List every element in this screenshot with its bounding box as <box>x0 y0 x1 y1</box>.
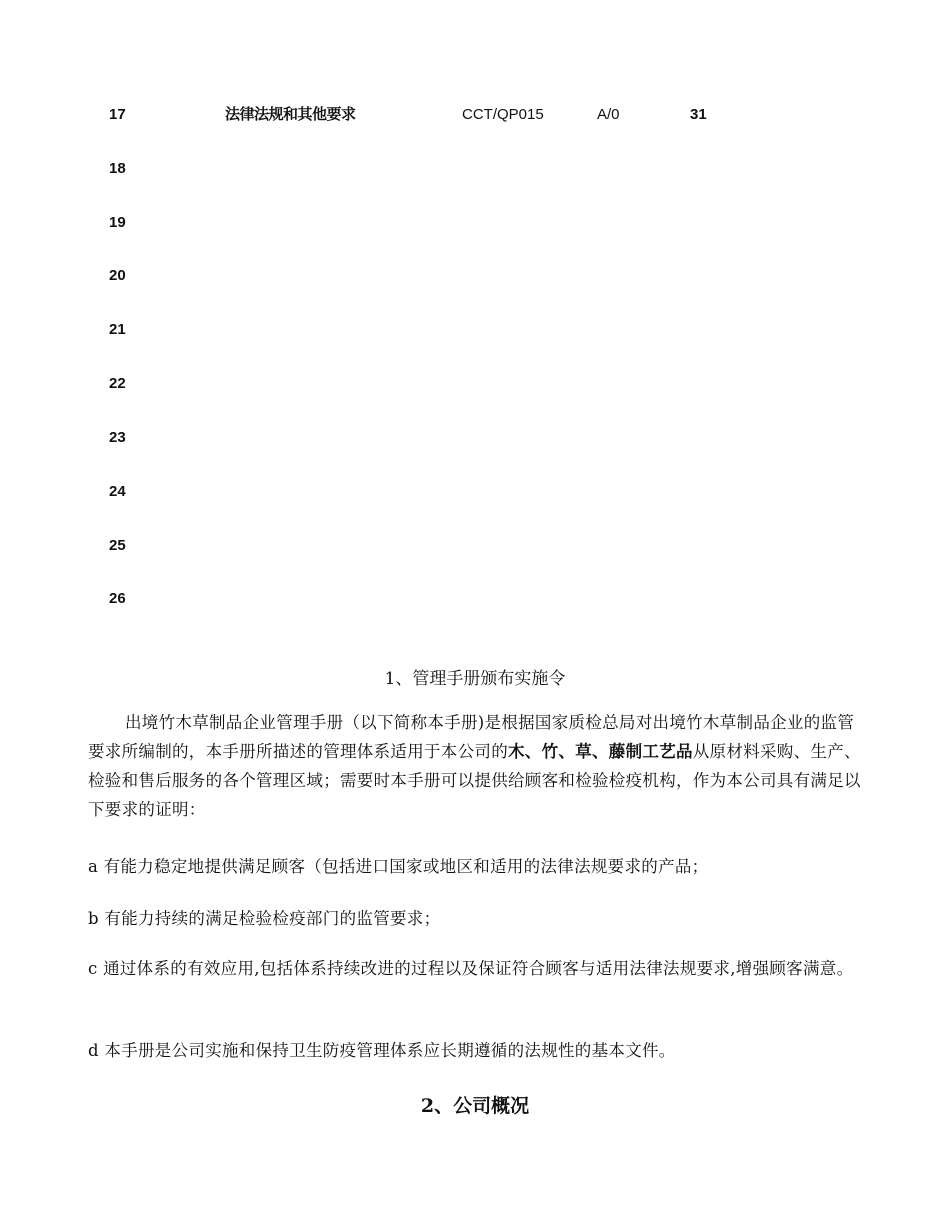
toc-row-number: 25 <box>109 537 126 554</box>
intro-product-scope: 木、竹、草、藤制工艺品 <box>508 742 693 761</box>
toc-row-title: 法律法规和其他要求 <box>225 106 356 123</box>
requirement-item-c: c 通过体系的有效应用,包括体系持续改进的过程以及保证符合顾客与适用法律法规要求,增强顾客满意。 <box>88 959 854 978</box>
toc-row-code: CCT/QP015 <box>462 106 544 123</box>
toc-row <box>0 103 950 127</box>
requirement-item-d: d 本手册是公司实施和保持卫生防疫管理体系应长期遵循的法规性的基本文件。 <box>88 1041 676 1060</box>
requirement-item-b: b 有能力持续的满足检验检疫部门的监管要求； <box>88 909 441 928</box>
toc-row <box>0 264 950 288</box>
toc-row <box>0 157 950 181</box>
toc-row-number: 23 <box>109 429 126 446</box>
toc-row-number: 24 <box>109 483 126 500</box>
toc-row-number: 22 <box>109 375 126 392</box>
toc-row <box>0 372 950 396</box>
toc-row-number: 21 <box>109 321 126 338</box>
intro-text-end: 从原材料采购、生产、检验和售后服务的各个管理区域；需要时本手册可以提供给顾客和检验检疫机构，作为本公司具有满足以下要求的证明： <box>88 742 861 819</box>
toc-row-number: 18 <box>109 160 126 177</box>
toc-row-number: 20 <box>109 267 126 284</box>
toc-row <box>0 318 950 342</box>
toc-row <box>0 587 950 611</box>
toc-row <box>0 211 950 235</box>
toc-row <box>0 426 950 450</box>
toc-row-number: 26 <box>109 590 126 607</box>
toc-row <box>0 534 950 558</box>
section-1-heading: 1、管理手册颁布实施令 <box>384 669 566 689</box>
section-1-intro-paragraph <box>88 708 863 824</box>
section-2-heading: 2、公司概况 <box>420 1095 530 1117</box>
toc-row-revision: A/0 <box>597 106 620 123</box>
requirement-item-a: a 有能力稳定地提供满足顾客（包括进口国家或地区和适用的法律法规要求的产品； <box>88 857 709 876</box>
toc-row-number: 19 <box>109 214 126 231</box>
toc-row-number: 17 <box>109 106 126 123</box>
intro-text-start: 出境竹木草制品企业管理手册（以下简称本手册)是根据国家质检总局对出境竹木草制品企业的监管要求所编制的，本手册所描述的管理体系适用于本公司的 <box>88 713 855 761</box>
toc-row <box>0 480 950 504</box>
toc-row-page: 31 <box>690 106 707 123</box>
